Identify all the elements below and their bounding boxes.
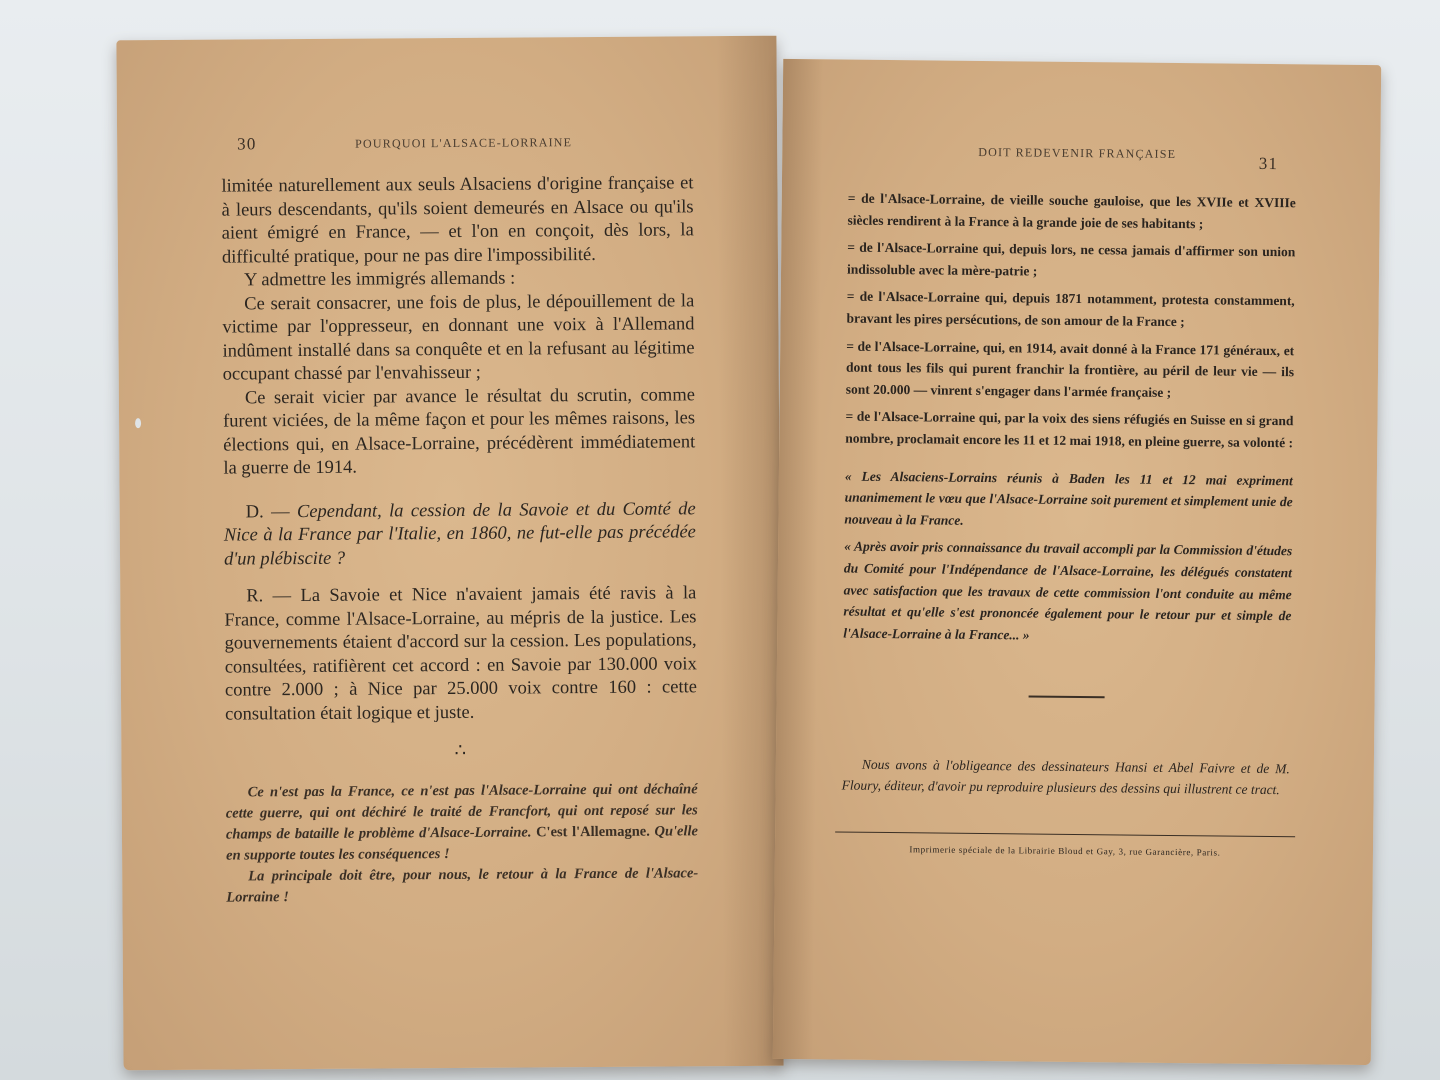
quote-paragraph: « Après avoir pris connaissance du travail accompli par la Commission d'études du Comité pour l'Indépendance de l'Alsace-Lorraine, les délégués constatent avec satisfaction que les travaux de cette commission l'ont conduite au même résultat et qu'elle s'est prononcée également pour le retour pur et simple de l'Alsace-Lorraine à la France... » [843, 538, 1293, 643]
left-running-head [117, 134, 777, 154]
right-page [773, 59, 1381, 1065]
right-body-text [841, 188, 1296, 872]
center-rule [1029, 696, 1105, 699]
list-item: = de l'Alsace-Lorraine qui, par la voix des siens réfugiés en Suisse en si grand nombre, proclamait encore les 11 et 12 mai 1918, en pleine guerre, sa volonté : [845, 408, 1294, 451]
list-item: = de l'Alsace-Lorraine, de vieille souche gauloise, que les XVIIe et XVIIIe siècles rendirent à la France à la grande joie de ses habitants ; [847, 190, 1296, 231]
credits-note: Nous avons à l'obligeance des dessinateurs Hansi et Abel Faivre et de M. Floury, éditeur, d'avoir pu reproduire plusieurs des dessins qui illustrent ce tract. [841, 757, 1290, 798]
paragraph: Ce serait consacrer, une fois de plus, le dépouillement de la victime par l'oppresseur, en donnant une voix à l'Allemand indûment installé dans sa conquête et en la refusant au légitime occupant chassé par l'envahisseur ; [222, 290, 695, 385]
footer-closing: La principale doit être, pour nous, le retour à la France de l'Alsace-Lorraine ! [226, 864, 699, 906]
list-item: = de l'Alsace-Lorraine qui, depuis lors, ne cessa jamais d'affirmer son union indissoluble avec la mère-patrie ; [846, 239, 1296, 279]
question-text: Cependant, la cession de la Savoie et du Comté de Nice à la France par l'Italie, en 1860, ne fut-elle pas précédée d'un plébiscite ? [223, 498, 696, 570]
answer-label: R. — [246, 586, 292, 607]
printer-imprint: Imprimerie spéciale de la Librairie Bloud et Gay, 3, rue Garancière, Paris. [909, 844, 1221, 858]
footer-paragraph [226, 779, 699, 866]
footer-text: Ce n'est pas la France, ce n'est pas l'Alsace-Lorraine qui ont déchaîné cette guerre, qui ont déchiré le traité de Francfort, qui ont reposé sur les champs de bataille le problème d'Alsace-Lorraine. [225, 780, 698, 843]
left-body-text [221, 172, 698, 908]
paragraph: Ce serait vicier par avance le résultat du scrutin, comme furent viciées, de la même façon et pour les mêmes raisons, les élections qui, en Alsace-Lorraine, précédèrent immédiatement la guerre de 1914. [223, 384, 696, 479]
footer-emphasis: C'est l'Allemagne. [536, 823, 650, 840]
paragraph: limitée naturellement aux seuls Alsaciens d'origine française et à leurs descendants, qu'ils soient demeurés en Alsace ou qu'ils aient émigré en France, — et l'on en conçoit, dès lors, la difficulté pratique, pour ne pas dire l'impossibilité. [221, 173, 694, 268]
left-page [116, 36, 783, 1071]
answer-paragraph [224, 582, 697, 726]
right-page-number: 31 [1258, 153, 1279, 174]
page-edge-tear [135, 418, 141, 428]
right-gutter-shadow [773, 59, 823, 1059]
question-paragraph [224, 498, 696, 572]
left-page-number: 30 [237, 134, 257, 154]
question-label: D. — [245, 501, 290, 522]
list-item: = de l'Alsace-Lorraine, qui, en 1914, avait donné à la France 171 généraux, et dont tous les fils qui purent franchir la frontière, au péril de leur vie — ils sont 20.000 — vinrent s'engager dans l'armée française ; [845, 338, 1295, 400]
left-footer-note [226, 779, 699, 908]
imprint-rule [835, 832, 1295, 838]
answer-text: La Savoie et Nice n'avaient jamais été ravis à la France, comme l'Alsace-Lorraine, au mépris de la justice. Les gouvernements étaient d'accord sur la cession. Les populations, consultées, ratifièrent cet accord : en Savoie par 130.000 voix contre 2.000 ; à Nice par 25.000 voix contre 160 : cette consultation était logique et juste. [224, 583, 698, 725]
quote-paragraph: « Les Alsaciens-Lorrains réunis à Baden les 11 et 12 mai expriment unanimement le vœu que l'Alsace-Lorraine soit purement et simplement unie de nouveau à la France. [844, 468, 1293, 528]
right-running-title: DOIT REDEVENIR FRANÇAISE [978, 144, 1177, 162]
section-separator: ∴ [454, 739, 469, 760]
left-running-title: POURQUOI L'ALSACE-LORRAINE [355, 135, 573, 151]
right-running-head [782, 143, 1380, 174]
footer-text: Qu'elle en supporte toutes les conséquences ! [226, 822, 699, 864]
paragraph: Y admettre les immigrés allemands : [244, 268, 516, 291]
list-item: = de l'Alsace-Lorraine qui, depuis 1871 notamment, protesta constamment, bravant les pires persécutions, de son amour de la France ; [846, 288, 1295, 330]
